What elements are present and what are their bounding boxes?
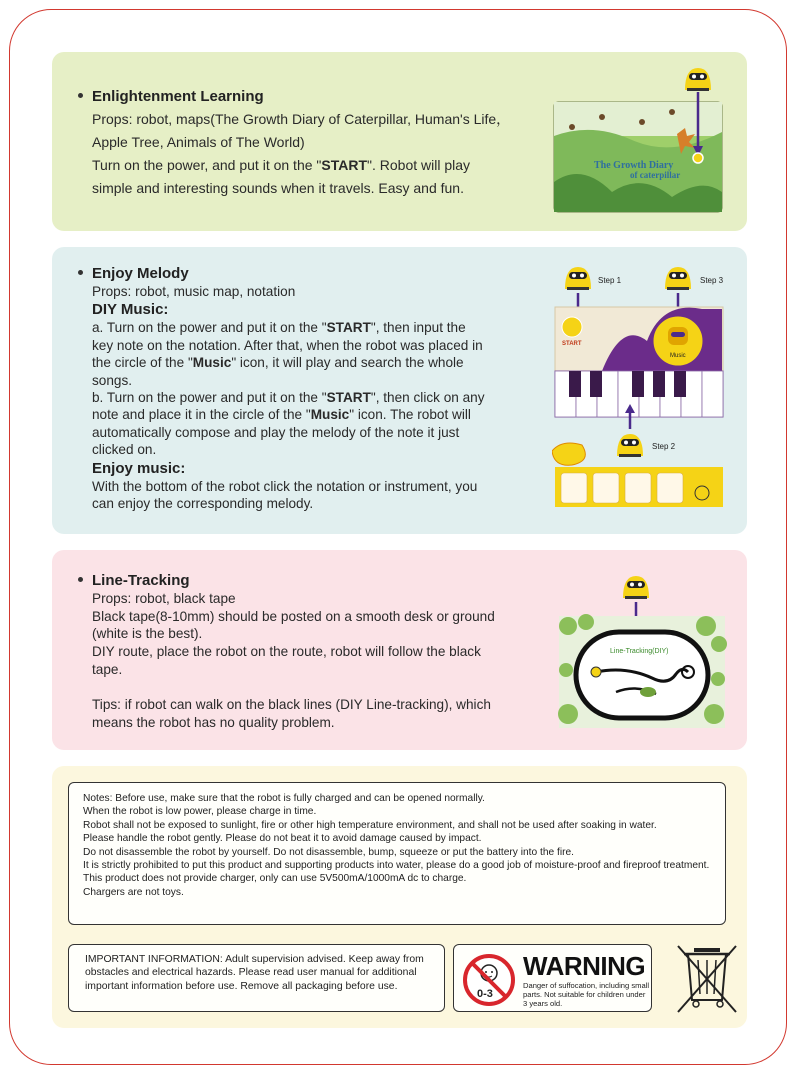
section-title: Enjoy Melody: [92, 265, 189, 282]
tape-line-2: (white is the best).: [92, 626, 203, 642]
step-a-line-3: the circle of the "Music" icon, it will play and search the whole: [92, 355, 464, 371]
map-title-2: of caterpillar: [630, 170, 681, 180]
diy-music-title: DIY Music:: [92, 301, 169, 319]
section-title: Line-Tracking: [92, 572, 190, 589]
note-line: It is strictly prohibited to put this product and supporting products into water, please do a good job of moisture-proof and fireproof treatment.: [83, 860, 710, 872]
step-1-label: Step 1: [598, 276, 622, 285]
section-title: Enlightenment Learning: [92, 88, 264, 105]
power-line: Turn on the power, and put it on the "START". Robot will play: [92, 157, 471, 173]
route-line-2: tape.: [92, 661, 123, 677]
step-2-label: Step 2: [652, 442, 676, 451]
music-map-illustration: [552, 261, 730, 511]
robot-icon: [623, 576, 649, 599]
crossed-bin-icon: [676, 942, 738, 1014]
note-line: Do not disassemble the robot by yourself. Do not disassemble, bump, squeeze or put the battery into the fire.: [83, 846, 574, 858]
enjoy-music-title: Enjoy music:: [92, 459, 186, 477]
important-information-box: [68, 944, 445, 1012]
line-tracking-text: [92, 571, 542, 732]
step-b-line-2: note and place it in the circle of the "Music" icon. The robot will: [92, 407, 471, 423]
enlightenment-learning-section: [52, 52, 747, 231]
note-line: Notes: Before use, make sure that the robot is fully charged and can be opened normally.: [83, 793, 485, 804]
props-line: Props: robot, music map, notation: [92, 284, 296, 299]
note-line: Robot shall not be exposed to sunlight, fire or other high temperature environment, and shall not be used after soaking in water.: [83, 819, 657, 831]
important-information-text: IMPORTANT INFORMATION: Adult supervision advised. Keep away from obstacles and electrical hazards. Please read user manual for additional important information before use. Remove all packaging before use.: [85, 954, 424, 992]
step-b-line-1: b. Turn on the power and put it on the "START", then click on any: [92, 390, 485, 406]
step-a-line-2: key note on the notation. After that, when the robot was placed in: [92, 337, 483, 353]
note-line: This product does not provide charger, only can use 5V500mA/1000mA dc to charge.: [83, 873, 467, 885]
warning-title: WARNING: [523, 951, 646, 981]
step-a-line-4: songs.: [92, 372, 133, 388]
warning-text: Danger of suffocation, including small parts. Not suitable for children under 3 years old.: [523, 981, 650, 1008]
power-line-2: simple and interesting sounds when it travels. Easy and fun.: [92, 180, 464, 196]
enjoy-line-1: With the bottom of the robot click the notation or instrument, you: [92, 478, 478, 494]
tips-line-2: means the robot has no quality problem.: [92, 714, 335, 730]
props-line-1: Props: robot, maps(The Growth Diary of Caterpillar, Human's Life，: [92, 111, 511, 127]
step-b-line-4: clicked on.: [92, 442, 157, 458]
step-a-line-1: a. Turn on the power and put it on the "START", then input the: [92, 320, 466, 336]
notes-section: [52, 766, 747, 1028]
note-line: Chargers are not toys.: [83, 886, 184, 898]
robot-icon: [665, 267, 691, 290]
warning-box: [453, 944, 652, 1012]
note-line: Please handle the robot gently. Please do not beat it to avoid damage caused by impact.: [83, 833, 482, 845]
map-title-1: The Growth Diary: [594, 160, 674, 171]
props-line: Props: robot, black tape: [92, 591, 236, 606]
bullet-dot: [78, 577, 83, 582]
robot-icon: [685, 68, 711, 91]
tape-line-1: Black tape(8-10mm) should be posted on a smooth desk or ground: [92, 608, 495, 624]
start-label: START: [562, 341, 582, 347]
bullet-dot: [78, 93, 83, 98]
route-line-1: DIY route, place the robot on the route, robot will follow the black: [92, 644, 481, 660]
notes-box: [68, 782, 726, 925]
music-label: Music: [670, 353, 686, 359]
choking-hazard-icon: [462, 953, 516, 1007]
robot-icon: [565, 267, 591, 290]
melody-text: [92, 264, 532, 512]
props-line-2: Apple Tree, Animals of The World): [92, 134, 305, 150]
caterpillar-map-illustration: [552, 62, 724, 214]
enjoy-melody-section: [52, 247, 747, 534]
line-tracking-section: [52, 550, 747, 750]
robot-icon: [617, 434, 643, 457]
line-tracking-map-illustration: [556, 574, 728, 730]
step-3-label: Step 3: [700, 276, 724, 285]
step-b-line-3: automatically compose and play the melody of the note it just: [92, 424, 460, 440]
tips-line-1: Tips: if robot can walk on the black lines (DIY Line-tracking), which: [92, 697, 491, 713]
age-label: 0-3: [477, 988, 493, 1000]
note-line: When the robot is low power, please charge in time.: [83, 806, 317, 818]
enjoy-line-2: can enjoy the corresponding melody.: [92, 496, 314, 512]
bullet-dot: [78, 270, 83, 275]
enlightenment-text: [92, 87, 552, 200]
line-tracking-map-title: Line-Tracking(DIY): [610, 648, 669, 655]
